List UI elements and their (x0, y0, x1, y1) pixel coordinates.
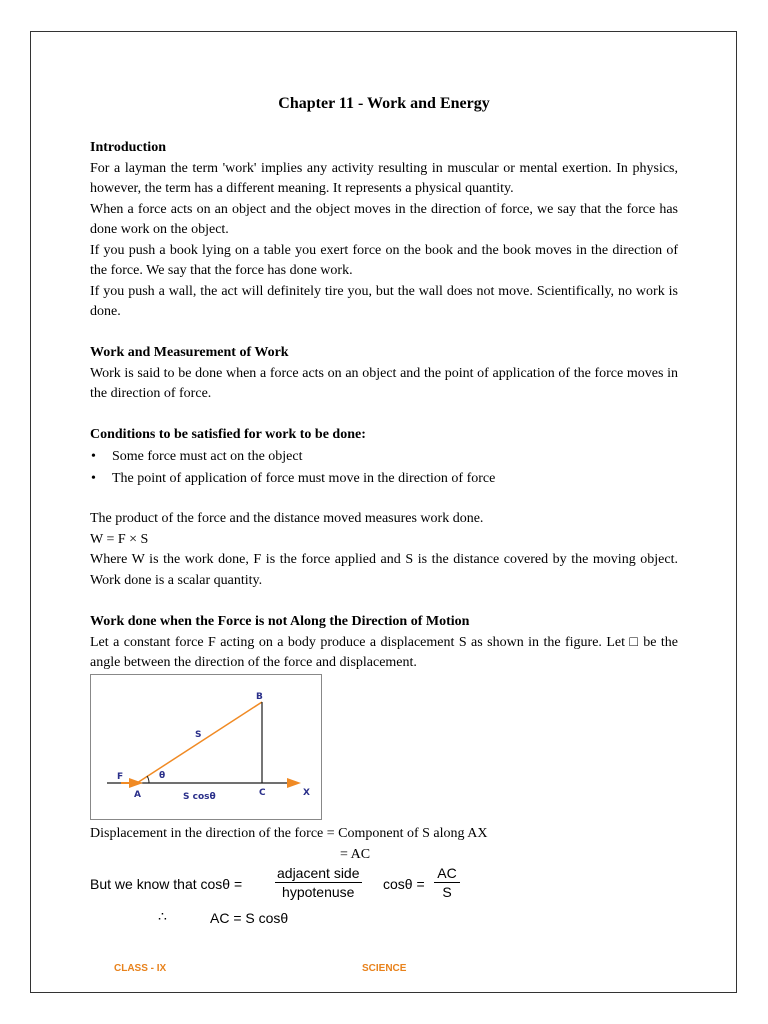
intro-heading: Introduction (90, 140, 166, 155)
fraction-denominator: hypotenuse (282, 884, 355, 900)
footer-class-label: CLASS - IX (114, 963, 167, 974)
list-item: • Some force must act on the object (90, 446, 678, 468)
footer-subject-label: SCIENCE (362, 963, 407, 974)
intro-paragraph-2: When a force acts on an object and the object moves in the direction of force, we say that the force has done work on the object. (90, 201, 678, 237)
label-c: C (259, 788, 266, 798)
page-title: Chapter 11 - Work and Energy (278, 95, 490, 112)
product-line: The product of the force and the distance moved measures work done. (90, 511, 484, 526)
hypotenuse-s (137, 702, 262, 783)
intro-paragraph-3: If you push a book lying on a table you exert force on the book and the book moves in the direction of the force. We say that the force has done work. (90, 242, 678, 278)
list-item: • The point of application of force must move in the direction of force (90, 468, 678, 490)
measurement-section (90, 343, 678, 405)
product-explanation: Where W is the work done, F is the force applied and S is the distance covered by the moving object. Work done is a scalar quantity. (90, 552, 678, 588)
but-we-know-text: But we know that cosθ = (90, 876, 243, 892)
conditions-section (90, 425, 678, 490)
label-f: F (117, 772, 124, 782)
label-scos: S cosθ (183, 792, 216, 802)
cos-equals-text: cosθ = (383, 876, 425, 892)
therefore-symbol: ∴ (158, 910, 167, 925)
conditions-list (90, 446, 678, 490)
label-a: A (134, 790, 141, 800)
intro-paragraph-1: For a layman the term 'work' implies any activity resulting in muscular or mental exertion. In physics, however, the term has a different meaning. It represents a physical quantity. (90, 160, 678, 196)
measurement-heading: Work and Measurement of Work (90, 345, 289, 360)
angle-arc (147, 776, 149, 783)
angle-text: Let a constant force F acting on a body produce a displacement S as shown in the figure. Let □ be the angle between the direction of the force and displacement. (90, 634, 678, 670)
angle-section (90, 612, 678, 674)
conditions-heading: Conditions to be satisfied for work to be done: (90, 427, 366, 442)
label-b: B (256, 692, 263, 702)
equals-ac: = AC (340, 847, 371, 862)
fraction-numerator: adjacent side (277, 865, 360, 881)
force-displacement-figure (90, 674, 322, 820)
measurement-text: Work is said to be done when a force acts on an object and the point of application of the force moves in the direction of force. (90, 365, 678, 401)
fraction-numerator: AC (434, 865, 460, 883)
label-x: X (303, 788, 310, 798)
label-theta: θ (159, 771, 166, 781)
displacement-text: Displacement in the direction of the force = Component of S along AX (90, 826, 488, 841)
fraction-adjacent-hypotenuse (275, 865, 362, 901)
figure-svg (91, 675, 321, 819)
x-arrow-head (287, 778, 301, 788)
label-s: S (195, 730, 202, 740)
fraction-ac-s (434, 865, 460, 901)
angle-heading: Work done when the Force is not Along the Direction of Motion (90, 614, 470, 629)
work-formula: W = F × S (90, 531, 149, 547)
force-arrow-head (129, 778, 143, 788)
intro-paragraph-4: If you push a wall, the act will definitely tire you, but the wall does not move. Scientifically, no work is done. (90, 283, 678, 319)
intro-section (90, 138, 678, 323)
result-equation: AC = S cosθ (210, 910, 289, 926)
derivation-line-1 (90, 824, 678, 845)
product-section (90, 509, 678, 591)
fraction-denominator: S (442, 884, 452, 900)
